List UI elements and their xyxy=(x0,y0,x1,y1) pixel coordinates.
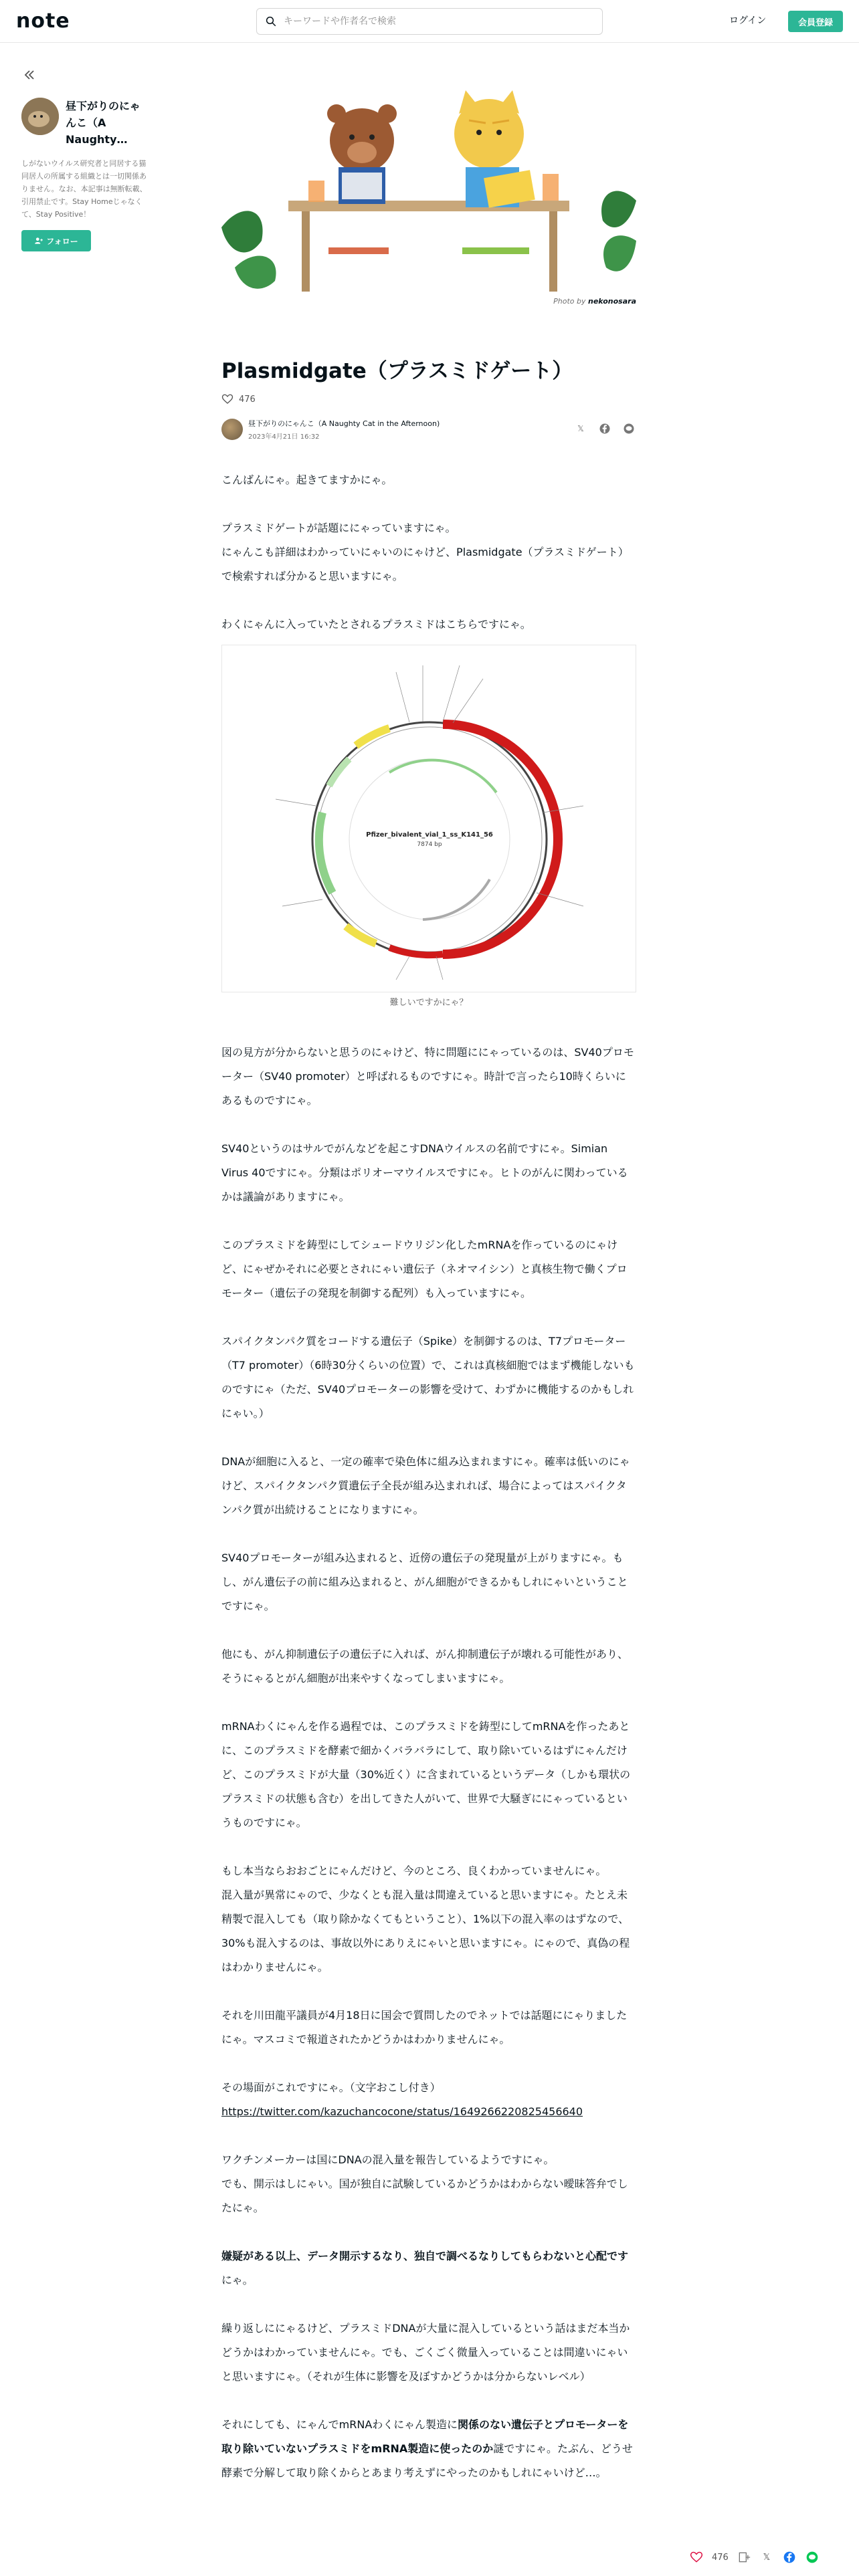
likes-row xyxy=(221,393,636,405)
paragraph: プラスミドゲートが話題ににゃっていますにゃ。 にゃんこも詳細はわかっていにゃいのにゃけど、Plasmidgate（プラスミドゲート）で検索すれば分かると思いますにゃ。 xyxy=(221,522,629,582)
plasmid-map-image[interactable] xyxy=(221,645,636,992)
paragraph: わくにゃんに入っていたとされるプラスミドはこちらですにゃ。 xyxy=(221,618,531,631)
magazine-add-icon[interactable] xyxy=(737,2550,751,2565)
like-heart-icon[interactable] xyxy=(689,2550,704,2565)
login-link[interactable]: ログイン xyxy=(729,15,767,26)
author-avatar[interactable] xyxy=(221,419,243,440)
facebook-share-icon[interactable] xyxy=(782,2550,797,2565)
paragraph: このプラスミドを鋳型にしてシュードウリジン化したmRNAを作っているのにゃけど、にゃぜかそれに必要とされにゃい遺伝子（ネオマイシン）と真核生物で働くプロモーター（遺伝子の発現を制御する配列）も入っていますにゃ。 xyxy=(221,1239,628,1299)
search-icon xyxy=(265,15,277,27)
article xyxy=(221,67,636,2509)
floating-action-bar xyxy=(689,2544,859,2571)
paragraph: その場面がこれですにゃ。（文字おこし付き） https://twitter.com/kazuchancocone/status/1649266220825456640 xyxy=(221,2081,583,2118)
creator-sidebar xyxy=(21,67,149,251)
paragraph: 嫌疑がある以上、データ開示するなり、独自で調べるなりしてもらわないと心配ですにゃ。 xyxy=(221,2250,629,2286)
paragraph: DNAが細胞に入ると、一定の確率で染色体に組み込まれますにゃ。確率は低いのにゃけど、スパイクタンパク質遺伝子全長が組み込まれれば、場合によってはスパイクタンパク質が出続けることになりますにゃ。 xyxy=(221,1455,630,1516)
author-row xyxy=(221,416,636,443)
creator-avatar[interactable] xyxy=(21,98,59,135)
note-logo[interactable]: note xyxy=(16,9,70,33)
paragraph: もし本当ならおおごとにゃんだけど、今のところ、良くわかっていませんにゃ。 混入量が異常にゃので、少なくとも混入量は間違えていると思いますにゃ。たとえ未精製で混入しても（取り除かなくてもということ）、1%以下の混入率のはずなので、30%も混入するのは、事故以外にありえにゃいと思いますにゃ。にゃので、真偽の程はわかりませんにゃ。 xyxy=(221,1864,630,1973)
x-share-icon[interactable]: 𝕏 xyxy=(577,424,584,433)
like-count: 476 xyxy=(239,394,256,405)
follow-button[interactable] xyxy=(21,230,91,251)
search-input[interactable] xyxy=(284,16,578,27)
paragraph: それを川田龍平議員が4月18日に国会で質問したのでネットでは話題ににゃりましたにゃ。マスコミで報道されたかどうかはわかりませんにゃ。 xyxy=(221,2009,628,2046)
figure-caption: 難しいですかにゃ？ xyxy=(389,998,468,1008)
photo-credit-name[interactable]: nekonosara xyxy=(588,297,636,306)
paragraph: 他にも、がん抑制遺伝子の遺伝子に入れば、がん抑制遺伝子が壊れる可能性があり、そうにゃるとがん細胞が出来やすくなってしまいますにゃ。 xyxy=(221,1648,629,1685)
publish-date: 2023年4月21日 16:32 xyxy=(248,433,320,441)
bottom-like-count: 476 xyxy=(712,2552,729,2563)
line-share-icon[interactable] xyxy=(622,421,636,436)
search-box[interactable] xyxy=(256,8,603,35)
collapse-sidebar-icon[interactable] xyxy=(21,67,37,83)
paragraph: 図の見方が分からないと思うのにゃけど、特に問題ににゃっているのは、SV40プロモーター（SV40 promoter）と呼ばれるものですにゃ。時計で言ったら10時くらいにあるものですにゃ。 xyxy=(221,1046,634,1107)
site-header xyxy=(0,0,859,43)
line-share-icon[interactable] xyxy=(805,2550,820,2565)
heart-icon[interactable] xyxy=(221,393,233,405)
paragraph: ワクチンメーカーは国にDNAの混入量を報告しているようですにゃ。 でも、開示はしにゃい。国が独自に試験しているかどうかはわからない曖昧答弁でしたにゃ。 xyxy=(221,2153,628,2214)
signup-button[interactable]: 会員登録 xyxy=(788,11,843,32)
paragraph: スパイクタンパク質をコードする遺伝子（Spike）を制御するのは、T7プロモーター（T7 promoter）（6時30分くらいの位置）で、これは真核細胞ではまず機能しないものですにゃ（ただ、SV40プロモーターの影響を受けて、わずかに機能するのかもしれにゃい。） xyxy=(221,1335,635,1420)
paragraph: 繰り返しににゃるけど、プラスミドDNAが大量に混入しているという話はまだ本当かどうかはわかっていませんにゃ。でも、ごくごく微量入っていることは間違いにゃいと思いますにゃ。（それが生体に影響を及ぼすかどうかは分からないレベル） xyxy=(221,2322,630,2383)
paragraph: SV40プロモーターが組み込まれると、近傍の遺伝子の発現量が上がりますにゃ。もし、がん遺伝子の前に組み込まれると、がん細胞ができるかもしれにゃいということですにゃ。 xyxy=(221,1551,628,1612)
header-illustration xyxy=(221,67,636,294)
follow-label: フォロー xyxy=(46,236,78,246)
paragraph: mRNAわくにゃんを作る過程では、このプラスミドを鋳型にしてmRNAを作ったあとに、このプラスミドを酵素で細かくバラバラにして、取り除いているはずにゃんだけど、このプラスミドが大量（30%近く）に含まれているというデータ（しかも環状のプラスミドの状態も含む）を出してきた人がいて、世界で大騒ぎににゃっているというものですにゃ。 xyxy=(221,1720,631,1829)
article-title: Plasmidgate（プラスミドゲート） xyxy=(221,359,573,383)
x-share-icon[interactable]: 𝕏 xyxy=(763,2552,771,2563)
article-body xyxy=(221,468,636,2485)
facebook-share-icon[interactable] xyxy=(597,421,612,436)
author-name[interactable]: 昼下がりのにゃんこ（A Naughty Cat in the Afternoon) xyxy=(248,419,440,428)
add-user-icon xyxy=(34,236,43,245)
plasmid-size-label: 7874 bp xyxy=(417,841,442,848)
paragraph: それにしても、にゃんでmRNAわくにゃん製造に関係のない遺伝子とプロモーターを取り除いていないプラスミドをmRNA製造に使ったのか謎ですにゃ。たぶん、どうせ酵素で分解して取り除くからとあまり考えずにやったのかもしれにゃいけど…。 xyxy=(221,2418,633,2479)
tweet-link[interactable]: https://twitter.com/kazuchancocone/status/1649266220825456640 xyxy=(221,2105,583,2118)
paragraph: SV40というのはサルでがんなどを起こすDNAウイルスの名前ですにゃ。Simian Virus 40ですにゃ。分類はポリオーマウイルスですにゃ。ヒトのがんに関わっているかは議論がありますにゃ。 xyxy=(221,1142,628,1203)
paragraph: こんばんにゃ。起きてますかにゃ。 xyxy=(221,473,393,486)
share-buttons xyxy=(573,421,636,436)
photo-credit: Photo by nekonosara xyxy=(553,297,636,306)
plasmid-name-label: Pfizer_bivalent_vial_1_ss_K141_56 xyxy=(366,831,493,839)
creator-name[interactable]: 昼下がりのにゃんこ（A Naughty… xyxy=(66,100,140,146)
creator-info[interactable] xyxy=(21,98,149,148)
creator-bio: しがないウイルス研究者と同居する猫 同居人の所属する組織とは一切関係ありません。なお、本記事は無断転載、引用禁止です。Stay Homeじゃなくて、Stay Positive！ xyxy=(21,159,147,219)
